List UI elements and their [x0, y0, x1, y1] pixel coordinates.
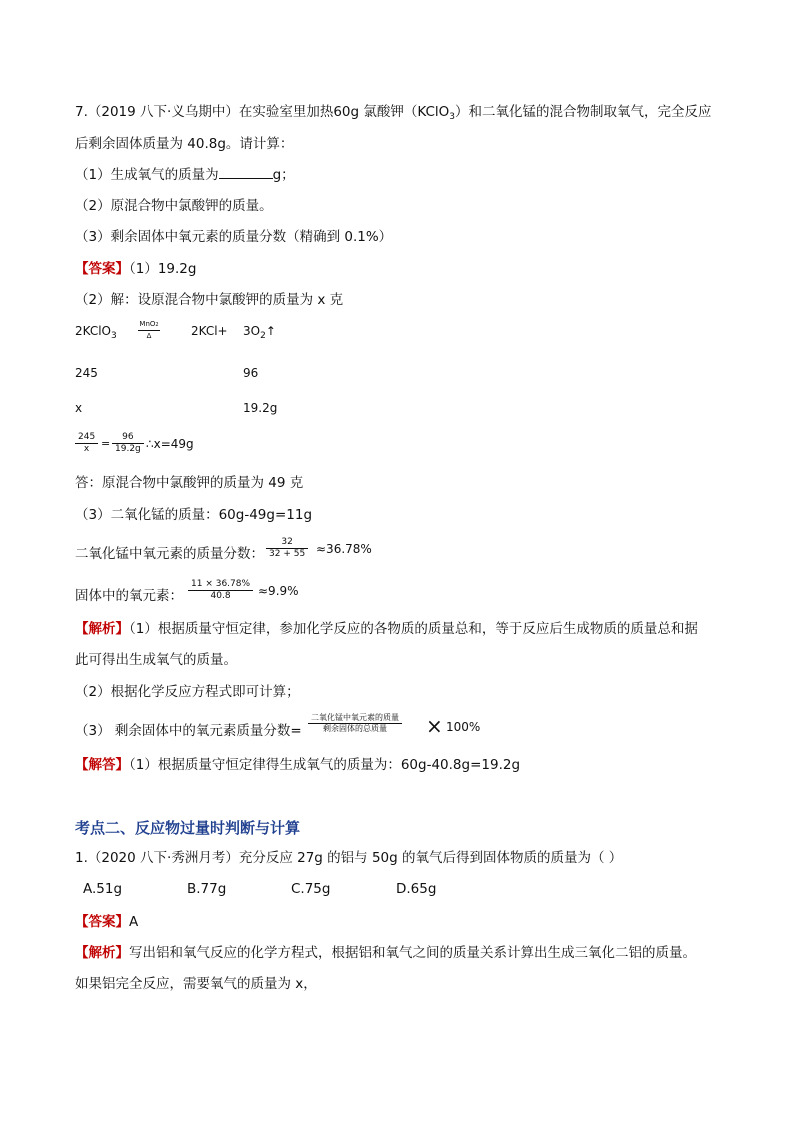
- q7-analysis-line-1: [75, 620, 698, 638]
- solution-1-text: （1）根据质量守恒定律得生成氧气的质量为：60g-40.8g=19.2g: [129, 757, 521, 773]
- numerator: 二氧化锰中氧元素的质量: [311, 713, 399, 722]
- analysis-3-percent: 100%: [446, 720, 481, 734]
- option-c: C.75g: [291, 881, 331, 897]
- option-d: D.65g: [396, 881, 437, 897]
- denominator: 剩余固体的总质量: [323, 724, 387, 733]
- equation-reactant: [75, 324, 117, 341]
- step-3b-value: ≈36.78%: [316, 542, 372, 556]
- answer-tag: 【答案】: [75, 261, 129, 277]
- denominator: 19.2g: [115, 444, 141, 454]
- step-3c-fraction: [188, 579, 253, 602]
- proportion-equals: =: [101, 437, 111, 450]
- q7-stem-text-end: ）和二氧化锰的混合物制取氧气，完全反应: [455, 104, 712, 120]
- answer-tag: 【答案】: [75, 914, 129, 930]
- multiply-sign: ×: [426, 714, 443, 738]
- s2-analysis-line-2: 如果铝完全反应，需要氧气的质量为 x，: [75, 976, 317, 992]
- step-3c-value: ≈9.9%: [258, 584, 299, 598]
- q7-part-1: [75, 166, 295, 184]
- analysis-tag: 【解析】: [75, 621, 129, 637]
- equation-product-1: 2KCl+: [191, 324, 228, 338]
- subscript: 2: [260, 331, 266, 341]
- denominator: 32 + 55: [269, 549, 306, 559]
- option-b: B.77g: [187, 881, 227, 897]
- answer-1: （1）19.2g: [129, 261, 197, 277]
- catalyst: [139, 320, 158, 329]
- numerator: 11 × 36.78%: [191, 579, 251, 589]
- reaction-condition: [138, 320, 160, 340]
- q7-part-2: （2）原混合物中氯酸钾的质量。: [75, 198, 273, 214]
- proportion-fraction-2: [112, 432, 144, 455]
- ratio-row-1-left: 245: [75, 366, 98, 380]
- q7-stem-text: 7.（2019 八下·义乌期中）在实验室里加热60g 氯酸钾（KClO: [75, 104, 450, 120]
- q7-conclusion: 答：原混合物中氯酸钾的质量为 49 克: [75, 475, 304, 491]
- numerator: 96: [122, 432, 134, 442]
- reactant-text: 2KClO: [75, 324, 112, 338]
- s2-analysis-line-1: [75, 944, 696, 962]
- denominator: x: [83, 444, 90, 454]
- answer-blank: [219, 166, 273, 179]
- analysis-3-fraction: [308, 713, 402, 734]
- section-heading: 考点二、反应物过量时判断与计算: [75, 819, 301, 837]
- solution-tag: 【解答】: [75, 757, 129, 773]
- analysis-text: 写出铝和氧气反应的化学方程式，根据铝和氧气之间的质量关系计算出生成三氧化二铝的质量。: [129, 945, 696, 961]
- product-text: 3O: [243, 324, 261, 338]
- ratio-row-1-right: 96: [243, 366, 259, 380]
- analysis-1-text: （1）根据质量守恒定律，参加化学反应的各物质的质量总和，等于反应后生成物质的质量总和据: [129, 621, 698, 637]
- q7-analysis-3-label: （3） 剩余固体中的氧元素质量分数=: [75, 723, 302, 739]
- analysis-tag: 【解析】: [75, 945, 129, 961]
- q7-stem-line-1: [75, 103, 712, 126]
- q7-stem-line-2: 后剩余固体质量为 40.8g。请计算：: [75, 136, 294, 152]
- q7-step-3a: （3）二氧化锰的质量：60g-49g=11g: [75, 507, 313, 523]
- q7-part-3: （3）剩余固体中氧元素的质量分数（精确到 0.1%）: [75, 229, 393, 245]
- q7-answer-line-2: （2）解：设原混合物中氯酸钾的质量为 x 克: [75, 292, 344, 308]
- catalyst-text: MnO: [139, 320, 156, 328]
- subscript: 3: [111, 331, 117, 341]
- q7-step-3c-label: 固体中的氧元素：: [75, 588, 183, 604]
- part-1-unit: g；: [272, 167, 295, 183]
- part-1-text: （1）生成氧气的质量为: [75, 167, 219, 183]
- s2-q1-stem: 1.（2020 八下·秀洲月考）充分反应 27g 的铝与 50g 的氧气后得到固体物质的质量为（ ）: [75, 850, 623, 866]
- s2-answer-line: [75, 913, 138, 931]
- subscript: 3: [449, 112, 456, 122]
- reaction-arrow-bar: [138, 330, 160, 331]
- q7-solution-line: [75, 756, 520, 774]
- subscript: 2: [155, 322, 159, 328]
- heat-symbol: Δ: [146, 332, 152, 340]
- answer-value: A: [129, 914, 139, 930]
- q7-answer-line-1: [75, 260, 196, 278]
- q7-analysis-line-2: 此可得出生成氧气的质量。: [75, 652, 237, 668]
- q7-step-3b-label: 二氧化锰中氧元素的质量分数：: [75, 546, 264, 562]
- numerator: 32: [281, 537, 293, 547]
- ratio-row-2-right: 19.2g: [243, 401, 278, 415]
- equation-product-2: [243, 324, 276, 341]
- q7-analysis-2: （2）根据化学反应方程式即可计算；: [75, 684, 300, 700]
- ratio-row-2-left: x: [75, 401, 83, 415]
- gas-arrow-icon: ↑: [265, 324, 276, 338]
- step-3b-fraction: [266, 537, 308, 560]
- numerator: 245: [78, 432, 96, 442]
- proportion-fraction-1: [75, 432, 98, 455]
- denominator: 40.8: [210, 591, 231, 601]
- option-a: A.51g: [83, 881, 123, 897]
- proportion-result: ∴x=49g: [146, 437, 194, 451]
